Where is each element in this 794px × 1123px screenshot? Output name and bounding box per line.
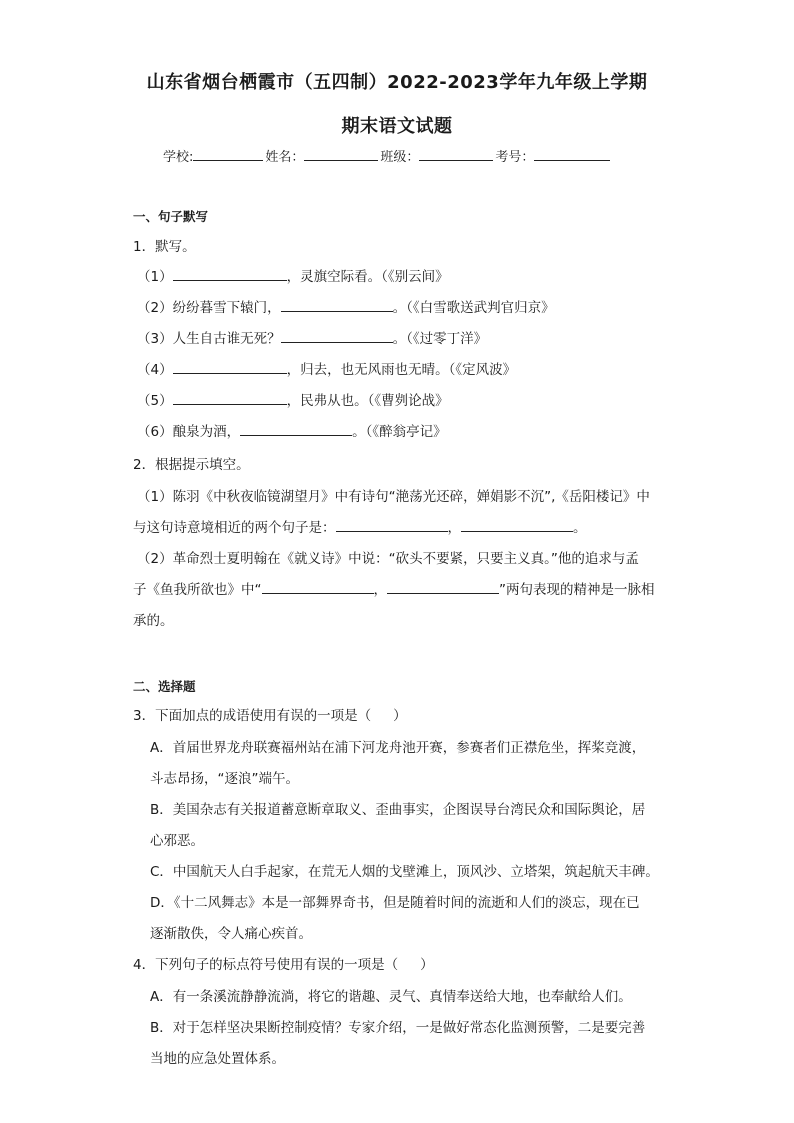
question-stem: 4．下列句子的标点符号使用有误的一项是（ ） [133, 957, 434, 973]
question-stem: 2．根据提示填空。 [133, 457, 250, 473]
question-item: （2）纷纷暮雪下辕门， 。（《白雪歌送武判官归京》 [137, 300, 555, 316]
option-c[interactable]: C．中国航天人白手起家，在荒无人烟的戈壁滩上，顶风沙、立塔架，筑起航天丰碑。 [150, 864, 659, 880]
question-item: （6）酿泉为酒， 。（《醉翁亭记》 [137, 424, 447, 440]
question-item: （4） ，归去，也无风雨也无晴。（《定风波》 [137, 362, 517, 378]
class-label: 班级： [380, 150, 420, 165]
option-b[interactable]: B．对于怎样坚决果断控制疫情？专家介绍，一是做好常态化监测预警，二是要完善 [150, 1020, 646, 1036]
question-text: （1）陈羽《中秋夜临镜湖望月》中有诗句“滟荡光还碎，婵娟影不沉”,《岳阳楼记》中 [137, 489, 650, 505]
question-text: 承的。 [133, 613, 174, 629]
option-a-cont: 斗志昂扬，“逐浪”端午。 [150, 771, 299, 787]
answer-blank[interactable] [387, 580, 499, 594]
answer-blank[interactable] [173, 267, 287, 281]
option-b-cont: 心邪恶。 [150, 833, 204, 849]
question-item: （3）人生自古谁无死？ 。（《过零丁洋》 [137, 331, 488, 347]
question-text: （2）革命烈士夏明翰在《就义诗》中说：“砍头不要紧，只要主义真。”他的追求与孟 [137, 551, 639, 567]
class-blank[interactable] [419, 146, 493, 161]
exam-number-label: 考号： [495, 150, 535, 165]
answer-blank[interactable] [240, 422, 352, 436]
question-item: （1） ，灵旗空际看。（《别云间》 [137, 269, 449, 285]
exam-title-line1: 山东省烟台栖霞市（五四制）2022-2023学年九年级上学期 [146, 72, 648, 93]
option-b[interactable]: B．美国杂志有关报道蓄意断章取义、歪曲事实，企图误导台湾民众和国际舆论，居 [150, 802, 646, 818]
name-label: 姓名： [265, 150, 305, 165]
question-text: 子《鱼我所欲也》中“ ， ”两句表现的精神是一脉相 [133, 582, 655, 598]
answer-blank[interactable] [262, 580, 374, 594]
option-a[interactable]: A．首届世界龙舟联赛福州站在浦下河龙舟池开赛，参赛者们正襟危坐，挥桨竞渡， [150, 740, 646, 756]
name-blank[interactable] [304, 146, 378, 161]
answer-blank[interactable] [281, 298, 393, 312]
option-d[interactable]: D．《十二风舞志》本是一部舞界奇书，但是随着时间的流逝和人们的淡忘，现在已 [150, 895, 640, 911]
answer-blank[interactable] [281, 329, 393, 343]
question-stem: 1．默写。 [133, 239, 196, 255]
option-d-cont: 逐渐散佚，令人痛心疾首。 [150, 926, 312, 942]
section-heading: 一、句子默写 [133, 209, 209, 224]
question-text: 与这句诗意境相近的两个句子是： ， 。 [133, 520, 587, 536]
answer-blank[interactable] [461, 518, 573, 532]
exam-number-blank[interactable] [534, 146, 610, 161]
exam-title-line2: 期末语文试题 [341, 116, 453, 137]
option-b-cont: 当地的应急处置体系。 [150, 1051, 285, 1067]
student-info-row [163, 146, 612, 165]
answer-blank[interactable] [173, 360, 287, 374]
answer-blank[interactable] [173, 391, 287, 405]
school-label: 学校: [163, 150, 194, 165]
school-blank[interactable] [193, 146, 263, 161]
question-stem: 3．下面加点的成语使用有误的一项是（ ） [133, 708, 407, 724]
answer-blank[interactable] [336, 518, 448, 532]
section-heading: 二、选择题 [133, 679, 196, 694]
question-item: （5） ，民弗从也。（《曹刿论战》 [137, 393, 449, 409]
option-a[interactable]: A．有一条溪流静静流淌，将它的谐趣、灵气、真情奉送给大地，也奉献给人们。 [150, 989, 632, 1005]
